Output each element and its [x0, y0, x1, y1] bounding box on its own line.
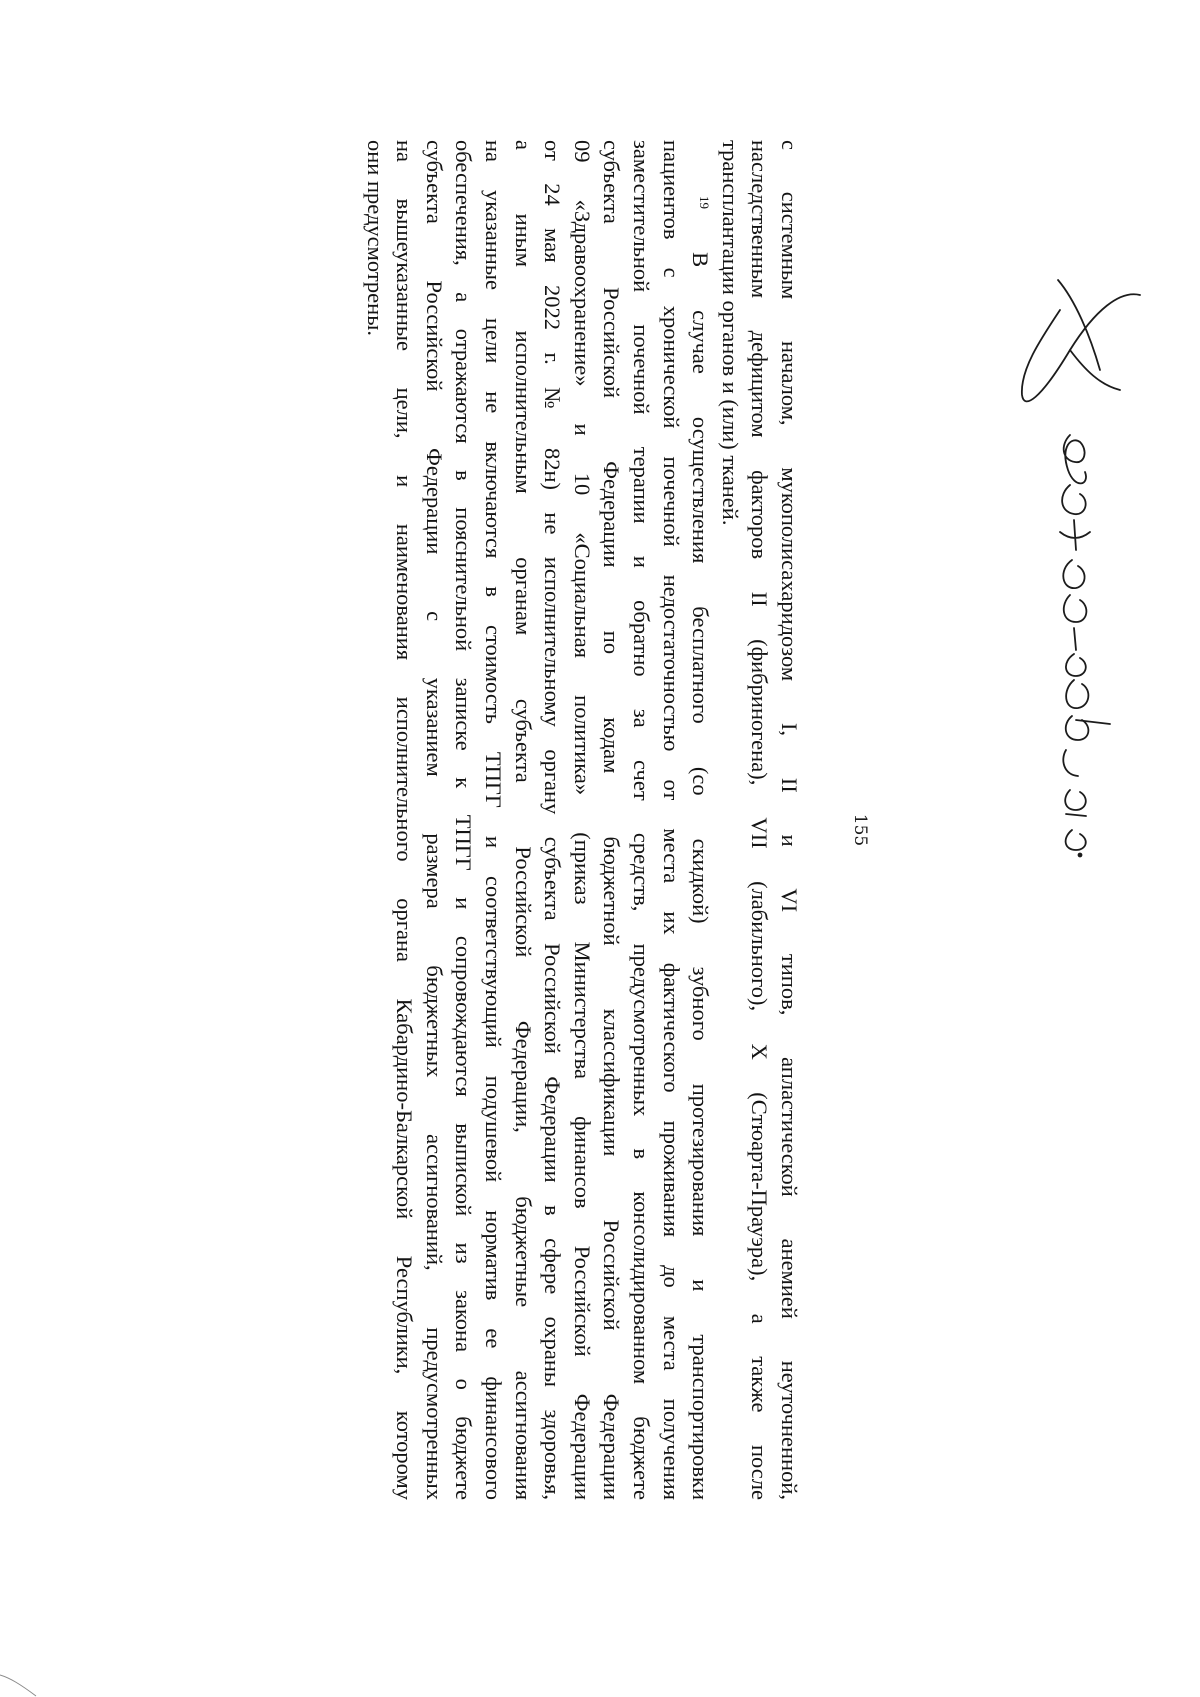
body-text — [360, 140, 804, 1500]
rotated-content — [210, 120, 870, 1540]
page-number: 155 — [850, 813, 870, 847]
text-line: трансплантации органов и (или) тканей. — [717, 140, 743, 526]
text-line: на указанные цели не включаются в стоимость ТПГГ и соответствующий подушевой норматив ее финансового — [481, 140, 507, 1500]
text-line: наследственным дефицитом факторов II (фибриногена), VII (лабильного), X (Стюарта-Прауэра), а также после — [747, 140, 773, 1500]
text-line: на вышеуказанные цели, и наименования исполнительного органа Кабардино-Балкарской Республики, которому — [392, 140, 418, 1500]
footnote-first-line — [686, 140, 716, 1500]
text-line: пациентов с хронической почечной недостаточностью от места их фактического проживания до места получения — [658, 140, 684, 1500]
text-line: заместительной почечной терапии и обратно за счет средств, предусмотренных в консолидированном бюджете — [629, 140, 655, 1500]
footnote-first-line-text: В случае осуществления бесплатного (со скидкой) зубного протезирования и транспортировки — [688, 252, 714, 1501]
scan-artifact — [0, 1670, 40, 1697]
text-line: а иным исполнительным органам субъекта Российской Федерации, бюджетные ассигнования — [510, 140, 536, 1500]
text-line: субъекта Российской Федерации по кодам бюджетной классификации Российской Федерации — [599, 140, 625, 1500]
handwritten-signature — [1000, 250, 1160, 870]
text-line: обеспечения, а отражаются в пояснительной записке к ТПГГ и сопровождаются выпиской из закона о бюджете — [451, 140, 477, 1500]
text-line: они предусмотрены. — [362, 140, 388, 336]
text-line: 09 «Здравоохранение» и 10 «Социальная политика» (приказ Министерства финансов Российской Федерации — [569, 140, 595, 1500]
text-line: с системным началом, мукополисахаридозом I, II и VI типов, апластической анемией неуточненной, — [777, 140, 802, 1500]
text-line: от 24 мая 2022 г. № 82н) не исполнительному органу субъекта Российской Федерации в сфере охраны здоровья, — [540, 140, 566, 1500]
text-line: субъекта Российской Федерации с указанием размера бюджетных ассигнований, предусмотренных — [421, 140, 447, 1500]
footnote-marker: 19 — [697, 196, 713, 209]
